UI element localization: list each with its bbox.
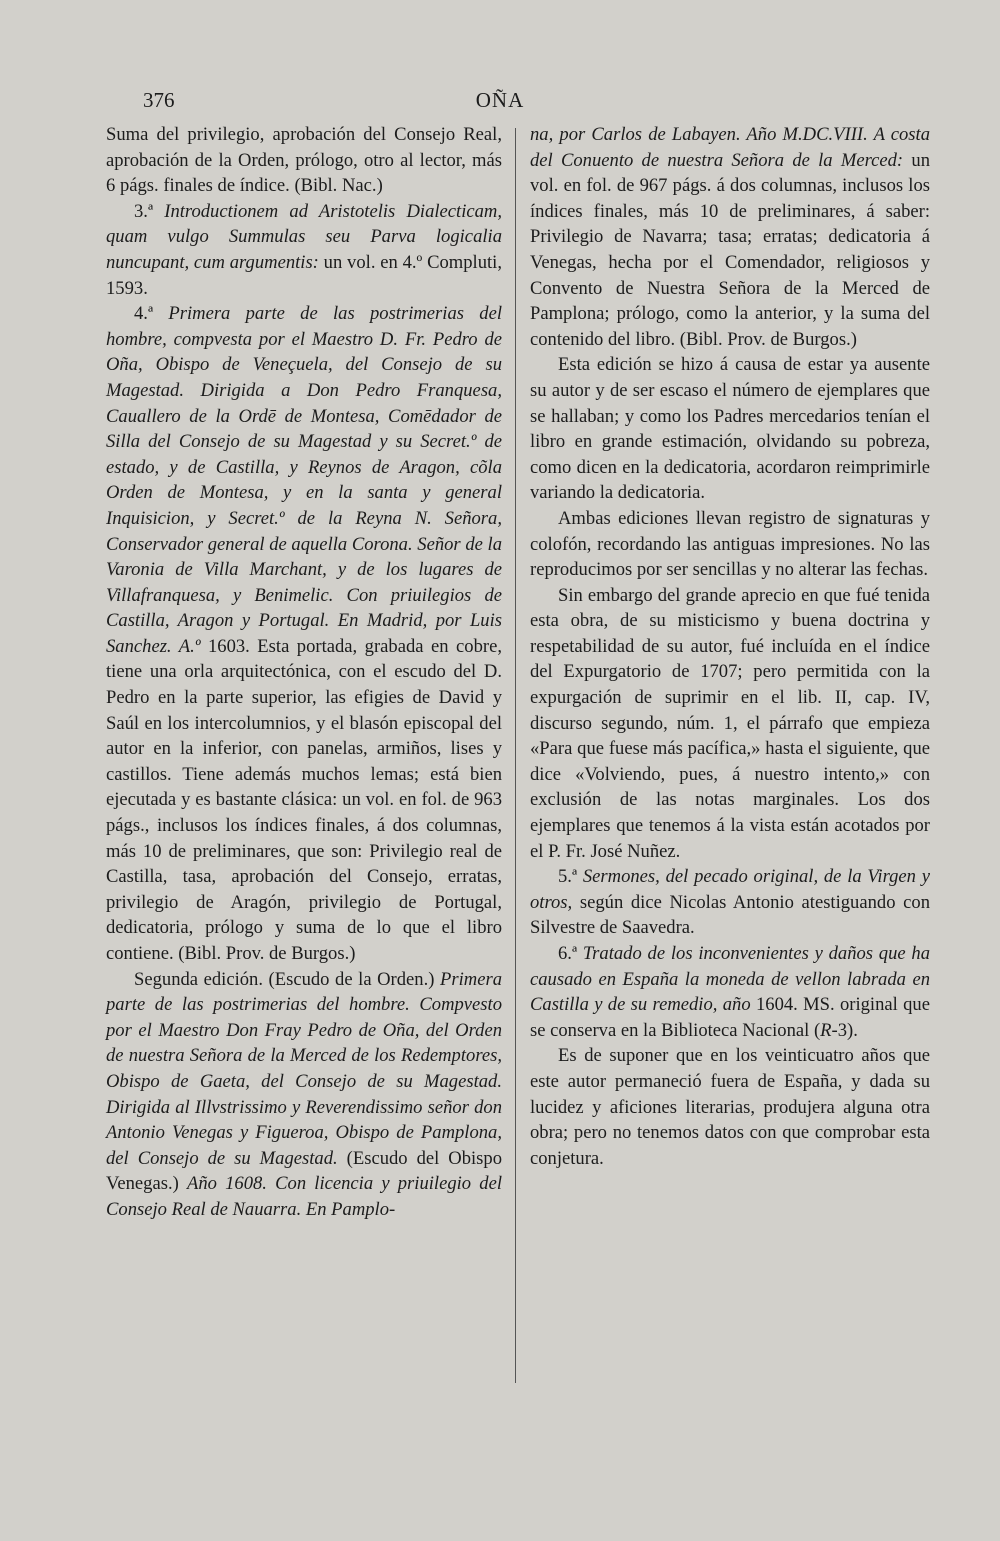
entry-text: 1604. MS. original que se conserva en la Biblioteca Nacional ( xyxy=(530,994,930,1041)
paragraph-text: Ambas ediciones llevan registro de signaturas y colofón, recordando las antiguas impresiones. No las reproducimos por ser sencillas y no alterar las fechas. xyxy=(530,507,930,581)
entry-title: Introductionem ad Aristotelis Dialecticam, quam vulgo Summulas seu Parva logicalia nuncupant, cum argumentis: xyxy=(106,200,502,273)
paragraph-text: Suma del privilegio, aprobación del Consejo Real, aprobación de la Orden, prólogo, otro al lector, más 6 págs. finales de índice. (Bibl. Nac.) xyxy=(106,124,502,197)
running-head: OÑA xyxy=(475,88,525,112)
page-number: 376 xyxy=(143,88,175,112)
right-column xyxy=(530,122,930,1171)
entry-number: 4.ª xyxy=(134,303,154,325)
entry-text: -3). xyxy=(831,1019,858,1041)
paragraph xyxy=(106,122,502,199)
paragraph-text: Segunda edición. (Escudo de la Orden.) xyxy=(134,968,435,990)
paragraph-text: Sin embargo del grande aprecio en que fué tenida esta obra, de su misticismo y buena doctrina y respetabilidad de su autor, fué incluída en el índice del Expurgatorio de 1707; pero permitida con la expurgación de suprimir en el lib. II, cap. IV, discurso segundo, núm. 1, el párrafo que empieza «Para que fuese más pacífica,» hasta el siguiente, que dice «Volviendo, pues, á nuestro intento,» con exclusión de las notas marginales. Los dos ejemplares que tenemos á la vista están acotados por el P. Fr. José Nuñez. xyxy=(530,584,930,862)
paragraph-text: Esta edición se hizo á causa de estar ya ausente su autor y de ser escaso el número de ejemplares que se hallaban; y como los Padres mercedarios tenían el libro en grande estimación, olvidando su pobreza, como dicen en la dedicatoria, acordaron reimprimirle variando la dedicatoria. xyxy=(530,354,930,504)
paragraph-text: Es de suponer que en los veinticuatro años que este autor permaneció fuera de España, y dada su lucidez y aficiones literarias, produjera alguna otra obra; pero no tenemos datos con que comprobar esta conjetura. xyxy=(530,1045,930,1169)
entry-text: según dice Nicolas Antonio atestiguando con Silvestre de Saavedra. xyxy=(530,891,930,939)
entry-title: Tratado de los inconvenientes y daños que ha causado en España la moneda de vellon labrada en Castilla y de su remedio, año xyxy=(530,943,930,1016)
entry-5 xyxy=(530,864,930,941)
signature-mark: R xyxy=(820,1019,832,1041)
edition-title: Primera parte de las postrimerias del hombre. Compvesto por el Maestro Don Fray Pedro de Oña, del Orden de nuestra Señora de la Merced de los Redemptores, Obispo de Gaeta, del Consejo de su Magestad. Dirigida al Illvstrissimo y Reverendissimo señor don Antonio Venegas y Figueroa, Obispo de Pamplona, del Consejo de su Magestad. xyxy=(106,968,503,1169)
entry-4 xyxy=(106,301,502,966)
entry-number: 3.ª xyxy=(134,200,154,222)
paragraph-text: un vol. en fol. de 967 págs. á dos columnas, inclusos los índices finales, más 10 de preliminares, á saber: Privilegio de Navarra; tasa; erratas; dedicatoria á Venegas, hecha por el Comendador, religiosos y Convento de Nuestra Señora de la Merced de Pamplona; prólogo, como la anterior, y la suma del contenido del libro. (Bibl. Prov. de Burgos.) xyxy=(530,149,930,350)
paragraph xyxy=(530,122,930,352)
left-column xyxy=(106,122,502,1223)
paragraph xyxy=(530,583,930,865)
entry-title: Primera parte de las postrimerias del hombre, compvesta por el Maestro D. Fr. Pedro de Oña, Obispo de Veneçuela, del Consejo de su Magestad. Dirigida a Don Pedro Franquesa, Cauallero de la Ordē de Montesa, Comēdador de Silla del Consejo de su Magestad y su Secret.º de estado, y de Castilla, y Reynos de Aragon, cõla Orden de Montesa, y en la santa y general Inquisicion, y Secret.º de la Reyna N. Señora, Conservador general de aquella Corona. Señor de la Varonia de Villa Marchant, y de los lugares de Villafranquesa, y Benimelic. Con priuilegios de Castilla, Aragon y Portugal. En Madrid, por Luis Sanchez. A.º xyxy=(106,303,502,657)
paragraph-text: (Escudo del Obispo Venegas.) xyxy=(106,1147,502,1195)
paragraph xyxy=(530,1043,930,1171)
paragraph xyxy=(530,506,930,583)
entry-number: 5.ª xyxy=(558,866,578,888)
entry-3 xyxy=(106,199,502,301)
entry-text: 1603. Esta portada, grabada en cobre, tiene una orla arquitectónica, con el escudo del D. Pedro en la parte superior, las efigies de David y Saúl en los intercolumnios, y el blasón episcopal del autor en la inferior, con panelas, armiños, lises y castillos. Tiene además muchos lemas; está bien ejecutada y es bastante clásica: un vol. en fol. de 963 págs., inclusos los índices finales, á dos columnas, más 10 de preliminares, que son: Privilegio real de Castilla, tasa, aprobación del Consejo, erratas, privilegio de Aragón, privilegio de Portugal, dedicatoria, prólogo y suma de lo que el libro contiene. (Bibl. Prov. de Burgos.) xyxy=(106,635,502,964)
entry-number: 6.ª xyxy=(558,943,578,964)
edition-imprint: Año 1608. Con licencia y priuilegio del Consejo Real de Nauarra. En Pamplo- xyxy=(106,1173,502,1220)
entry-text: un vol. en 4.º Compluti, 1593. xyxy=(106,251,502,299)
column-rule xyxy=(515,128,516,1383)
second-edition xyxy=(106,967,502,1223)
edition-imprint: na, por Carlos de Labayen. Año M.DC.VIII. A costa del Conuento de nuestra Señora de la Merced: xyxy=(530,124,930,171)
paragraph xyxy=(530,352,930,506)
entry-6 xyxy=(530,941,930,1043)
entry-title: Sermones, del pecado original, de la Virgen y otros, xyxy=(530,866,930,913)
